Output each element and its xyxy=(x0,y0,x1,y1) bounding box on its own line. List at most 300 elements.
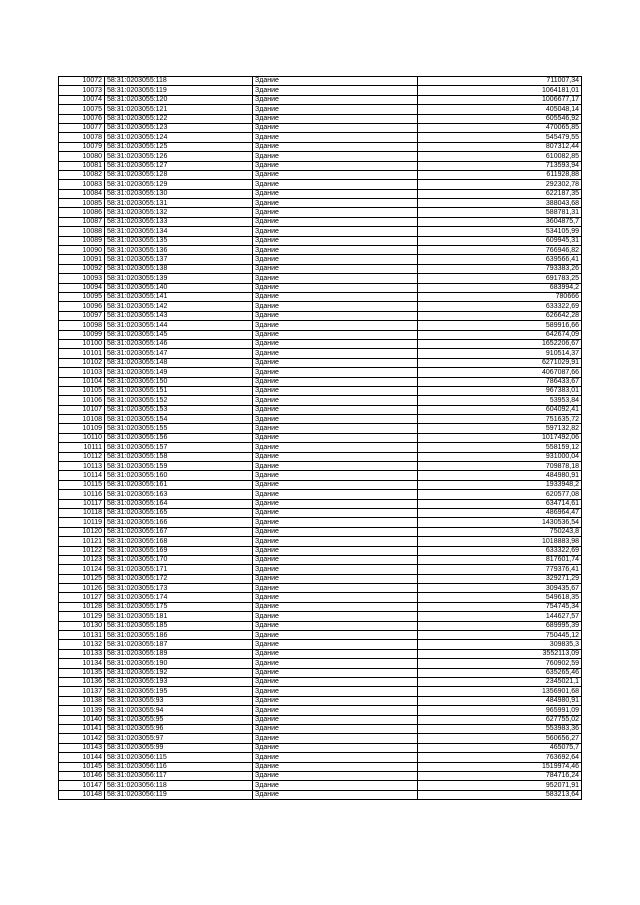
cadastral-number: 58:31:0203055:147 xyxy=(105,349,253,358)
row-number: 10115 xyxy=(59,480,105,489)
cadastral-number: 58:31:0203055:118 xyxy=(105,77,253,86)
cadastral-number: 58:31:0203055:122 xyxy=(105,114,253,123)
row-number: 10135 xyxy=(59,668,105,677)
cadastral-value: 4067087,66 xyxy=(418,368,582,377)
object-type: Здание xyxy=(253,386,418,395)
cadastral-value: 763692,64 xyxy=(418,753,582,762)
cadastral-number: 58:31:0203055:132 xyxy=(105,208,253,217)
table-row xyxy=(59,443,582,452)
object-type: Здание xyxy=(253,199,418,208)
cadastral-value: 1933948,2 xyxy=(418,480,582,489)
cadastral-value: 583213,64 xyxy=(418,790,582,799)
row-number: 10092 xyxy=(59,264,105,273)
table-row xyxy=(59,321,582,330)
cadastral-number: 58:31:0203055:150 xyxy=(105,377,253,386)
cadastral-value: 635265,46 xyxy=(418,668,582,677)
cadastral-number: 58:31:0203055:128 xyxy=(105,170,253,179)
cadastral-value: 611928,88 xyxy=(418,170,582,179)
cadastral-number: 58:31:0203055:134 xyxy=(105,227,253,236)
cadastral-value: 53953,84 xyxy=(418,396,582,405)
cadastral-number: 58:31:0203055:125 xyxy=(105,142,253,151)
object-type: Здание xyxy=(253,133,418,142)
row-number: 10129 xyxy=(59,612,105,621)
object-type: Здание xyxy=(253,283,418,292)
cadastral-value: 779376,41 xyxy=(418,565,582,574)
row-number: 10089 xyxy=(59,236,105,245)
row-number: 10128 xyxy=(59,602,105,611)
cadastral-value: 605546,92 xyxy=(418,114,582,123)
object-type: Здание xyxy=(253,227,418,236)
object-type: Здание xyxy=(253,602,418,611)
cadastral-value: 549618,35 xyxy=(418,593,582,602)
cadastral-number: 58:31:0203056:116 xyxy=(105,762,253,771)
table-row xyxy=(59,462,582,471)
object-type: Здание xyxy=(253,142,418,151)
object-type: Здание xyxy=(253,86,418,95)
row-number: 10140 xyxy=(59,715,105,724)
object-type: Здание xyxy=(253,518,418,527)
row-number: 10113 xyxy=(59,462,105,471)
cadastral-number: 58:31:0203055:93 xyxy=(105,696,253,705)
table-row xyxy=(59,433,582,442)
cadastral-value: 3552113,09 xyxy=(418,649,582,658)
cadastral-value: 1018883,98 xyxy=(418,537,582,546)
cadastral-number: 58:31:0203055:95 xyxy=(105,715,253,724)
object-type: Здание xyxy=(253,396,418,405)
object-type: Здание xyxy=(253,696,418,705)
table-row xyxy=(59,706,582,715)
cadastral-value: 309435,67 xyxy=(418,584,582,593)
table-row xyxy=(59,452,582,461)
cadastral-number: 58:31:0203055:158 xyxy=(105,452,253,461)
object-type: Здание xyxy=(253,405,418,414)
row-number: 10072 xyxy=(59,77,105,86)
object-type: Здание xyxy=(253,621,418,630)
object-type: Здание xyxy=(253,77,418,86)
cadastral-value: 967383,01 xyxy=(418,386,582,395)
object-type: Здание xyxy=(253,264,418,273)
table-row xyxy=(59,696,582,705)
cadastral-value: 766946,82 xyxy=(418,246,582,255)
table-row xyxy=(59,527,582,536)
table-row xyxy=(59,790,582,799)
row-number: 10132 xyxy=(59,640,105,649)
table-row xyxy=(59,715,582,724)
object-type: Здание xyxy=(253,715,418,724)
cadastral-number: 58:31:0203055:130 xyxy=(105,189,253,198)
cadastral-value: 626642,28 xyxy=(418,311,582,320)
cadastral-number: 58:31:0203055:156 xyxy=(105,433,253,442)
object-type: Здание xyxy=(253,499,418,508)
object-type: Здание xyxy=(253,161,418,170)
row-number: 10093 xyxy=(59,274,105,283)
cadastral-number: 58:31:0203055:187 xyxy=(105,640,253,649)
cadastral-value: 689995,39 xyxy=(418,621,582,630)
cadastral-number: 58:31:0203055:143 xyxy=(105,311,253,320)
row-number: 10148 xyxy=(59,790,105,799)
cadastral-number: 58:31:0203056:115 xyxy=(105,753,253,762)
cadastral-value: 1652206,67 xyxy=(418,339,582,348)
row-number: 10096 xyxy=(59,302,105,311)
cadastral-number: 58:31:0203055:148 xyxy=(105,358,253,367)
cadastral-number: 58:31:0203055:97 xyxy=(105,734,253,743)
row-number: 10087 xyxy=(59,217,105,226)
object-type: Здание xyxy=(253,170,418,179)
row-number: 10078 xyxy=(59,133,105,142)
row-number: 10108 xyxy=(59,415,105,424)
cadastral-value: 713593,94 xyxy=(418,161,582,170)
object-type: Здание xyxy=(253,246,418,255)
cadastral-number: 58:31:0203055:195 xyxy=(105,687,253,696)
object-type: Здание xyxy=(253,706,418,715)
table-row xyxy=(59,311,582,320)
object-type: Здание xyxy=(253,377,418,386)
table-row xyxy=(59,77,582,86)
cadastral-number: 58:31:0203055:192 xyxy=(105,668,253,677)
object-type: Здание xyxy=(253,208,418,217)
row-number: 10144 xyxy=(59,753,105,762)
object-type: Здание xyxy=(253,565,418,574)
cadastral-value: 751635,72 xyxy=(418,415,582,424)
table-row xyxy=(59,123,582,132)
data-table xyxy=(58,76,582,800)
row-number: 10145 xyxy=(59,762,105,771)
cadastral-number: 58:31:0203055:163 xyxy=(105,490,253,499)
cadastral-value: 610082,85 xyxy=(418,152,582,161)
cadastral-value: 793383,26 xyxy=(418,264,582,273)
object-type: Здание xyxy=(253,321,418,330)
table-row xyxy=(59,743,582,752)
object-type: Здание xyxy=(253,433,418,442)
row-number: 10110 xyxy=(59,433,105,442)
table-row xyxy=(59,555,582,564)
object-type: Здание xyxy=(253,452,418,461)
table-row xyxy=(59,264,582,273)
cadastral-number: 58:31:0203055:135 xyxy=(105,236,253,245)
table-row xyxy=(59,217,582,226)
table-row xyxy=(59,152,582,161)
row-number: 10090 xyxy=(59,246,105,255)
table-row xyxy=(59,415,582,424)
cadastral-number: 58:31:0203055:146 xyxy=(105,339,253,348)
object-type: Здание xyxy=(253,274,418,283)
table-row xyxy=(59,236,582,245)
table-row xyxy=(59,781,582,790)
table-row xyxy=(59,546,582,555)
cadastral-value: 597132,82 xyxy=(418,424,582,433)
cadastral-number: 58:31:0203055:144 xyxy=(105,321,253,330)
object-type: Здание xyxy=(253,724,418,733)
cadastral-number: 58:31:0203055:193 xyxy=(105,678,253,687)
table-row xyxy=(59,170,582,179)
cadastral-value: 620577,08 xyxy=(418,490,582,499)
table-row xyxy=(59,302,582,311)
table-row xyxy=(59,377,582,386)
table-row xyxy=(59,161,582,170)
cadastral-number: 58:31:0203056:118 xyxy=(105,781,253,790)
row-number: 10138 xyxy=(59,696,105,705)
table-row xyxy=(59,471,582,480)
cadastral-number: 58:31:0203055:119 xyxy=(105,86,253,95)
object-type: Здание xyxy=(253,537,418,546)
cadastral-value: 558159,12 xyxy=(418,443,582,452)
cadastral-value: 553983,36 xyxy=(418,724,582,733)
row-number: 10100 xyxy=(59,339,105,348)
table-row xyxy=(59,565,582,574)
object-type: Здание xyxy=(253,678,418,687)
object-type: Здание xyxy=(253,753,418,762)
cadastral-number: 58:31:0203055:99 xyxy=(105,743,253,752)
object-type: Здание xyxy=(253,781,418,790)
object-type: Здание xyxy=(253,574,418,583)
row-number: 10099 xyxy=(59,330,105,339)
table-row xyxy=(59,105,582,114)
row-number: 10122 xyxy=(59,546,105,555)
cadastral-value: 309835,3 xyxy=(418,640,582,649)
cadastral-number: 58:31:0203055:166 xyxy=(105,518,253,527)
row-number: 10119 xyxy=(59,518,105,527)
table-row xyxy=(59,668,582,677)
cadastral-number: 58:31:0203055:161 xyxy=(105,480,253,489)
cadastral-number: 58:31:0203055:167 xyxy=(105,527,253,536)
object-type: Здание xyxy=(253,255,418,264)
cadastral-value: 292302,78 xyxy=(418,180,582,189)
table-row xyxy=(59,424,582,433)
table-row xyxy=(59,292,582,301)
object-type: Здание xyxy=(253,123,418,132)
table-row xyxy=(59,724,582,733)
object-type: Здание xyxy=(253,358,418,367)
object-type: Здание xyxy=(253,189,418,198)
cadastral-value: 545479,55 xyxy=(418,133,582,142)
row-number: 10085 xyxy=(59,199,105,208)
cadastral-number: 58:31:0203055:129 xyxy=(105,180,253,189)
table-row xyxy=(59,283,582,292)
object-type: Здание xyxy=(253,508,418,517)
row-number: 10086 xyxy=(59,208,105,217)
table-row xyxy=(59,508,582,517)
table-row xyxy=(59,659,582,668)
object-type: Здание xyxy=(253,668,418,677)
row-number: 10143 xyxy=(59,743,105,752)
row-number: 10107 xyxy=(59,405,105,414)
table-row xyxy=(59,349,582,358)
object-type: Здание xyxy=(253,95,418,104)
table-row xyxy=(59,396,582,405)
table-row xyxy=(59,199,582,208)
row-number: 10083 xyxy=(59,180,105,189)
object-type: Здание xyxy=(253,612,418,621)
cadastral-number: 58:31:0203055:127 xyxy=(105,161,253,170)
row-number: 10095 xyxy=(59,292,105,301)
cadastral-value: 144627,57 xyxy=(418,612,582,621)
cadastral-number: 58:31:0203055:174 xyxy=(105,593,253,602)
cadastral-number: 58:31:0203055:185 xyxy=(105,621,253,630)
cadastral-number: 58:31:0203055:160 xyxy=(105,471,253,480)
cadastral-value: 1064181,01 xyxy=(418,86,582,95)
table-row xyxy=(59,490,582,499)
table-row xyxy=(59,274,582,283)
cadastral-value: 965991,09 xyxy=(418,706,582,715)
object-type: Здание xyxy=(253,236,418,245)
object-type: Здание xyxy=(253,649,418,658)
row-number: 10080 xyxy=(59,152,105,161)
object-type: Здание xyxy=(253,480,418,489)
cadastral-value: 817601,74 xyxy=(418,555,582,564)
cadastral-value: 484980,91 xyxy=(418,696,582,705)
table-row xyxy=(59,649,582,658)
cadastral-value: 786433,67 xyxy=(418,377,582,386)
cadastral-number: 58:31:0203055:186 xyxy=(105,631,253,640)
cadastral-number: 58:31:0203055:121 xyxy=(105,105,253,114)
cadastral-value: 405048,14 xyxy=(418,105,582,114)
row-number: 10116 xyxy=(59,490,105,499)
row-number: 10098 xyxy=(59,321,105,330)
table-row xyxy=(59,208,582,217)
object-type: Здание xyxy=(253,424,418,433)
row-number: 10081 xyxy=(59,161,105,170)
row-number: 10131 xyxy=(59,631,105,640)
cadastral-number: 58:31:0203055:170 xyxy=(105,555,253,564)
cadastral-number: 58:31:0203055:145 xyxy=(105,330,253,339)
cadastral-number: 58:31:0203055:190 xyxy=(105,659,253,668)
table-row xyxy=(59,621,582,630)
cadastral-number: 58:31:0203056:117 xyxy=(105,771,253,780)
table-row xyxy=(59,386,582,395)
table-row xyxy=(59,762,582,771)
cadastral-value: 604092,41 xyxy=(418,405,582,414)
cadastral-number: 58:31:0203055:157 xyxy=(105,443,253,452)
cadastral-value: 910514,37 xyxy=(418,349,582,358)
cadastral-value: 760902,59 xyxy=(418,659,582,668)
cadastral-number: 58:31:0203055:94 xyxy=(105,706,253,715)
table-row xyxy=(59,584,582,593)
object-type: Здание xyxy=(253,734,418,743)
table-row xyxy=(59,771,582,780)
object-type: Здание xyxy=(253,471,418,480)
cadastral-number: 58:31:0203055:136 xyxy=(105,246,253,255)
row-number: 10077 xyxy=(59,123,105,132)
row-number: 10111 xyxy=(59,443,105,452)
row-number: 10117 xyxy=(59,499,105,508)
cadastral-number: 58:31:0203055:96 xyxy=(105,724,253,733)
object-type: Здание xyxy=(253,339,418,348)
table-row xyxy=(59,246,582,255)
table-row xyxy=(59,518,582,527)
table-body xyxy=(59,77,582,800)
row-number: 10094 xyxy=(59,283,105,292)
object-type: Здание xyxy=(253,330,418,339)
cadastral-number: 58:31:0203055:149 xyxy=(105,368,253,377)
row-number: 10146 xyxy=(59,771,105,780)
row-number: 10102 xyxy=(59,358,105,367)
cadastral-value: 484980,91 xyxy=(418,471,582,480)
cadastral-value: 691783,25 xyxy=(418,274,582,283)
row-number: 10130 xyxy=(59,621,105,630)
object-type: Здание xyxy=(253,790,418,799)
cadastral-value: 633322,69 xyxy=(418,302,582,311)
row-number: 10136 xyxy=(59,678,105,687)
cadastral-number: 58:31:0203055:169 xyxy=(105,546,253,555)
cadastral-value: 609945,31 xyxy=(418,236,582,245)
table-row xyxy=(59,227,582,236)
cadastral-value: 952071,91 xyxy=(418,781,582,790)
cadastral-value: 622187,35 xyxy=(418,189,582,198)
cadastral-value: 470065,85 xyxy=(418,123,582,132)
object-type: Здание xyxy=(253,771,418,780)
row-number: 10114 xyxy=(59,471,105,480)
table-row xyxy=(59,114,582,123)
row-number: 10137 xyxy=(59,687,105,696)
cadastral-value: 639566,41 xyxy=(418,255,582,264)
row-number: 10120 xyxy=(59,527,105,536)
row-number: 10088 xyxy=(59,227,105,236)
cadastral-value: 588781,31 xyxy=(418,208,582,217)
object-type: Здание xyxy=(253,631,418,640)
cadastral-number: 58:31:0203055:137 xyxy=(105,255,253,264)
cadastral-value: 642674,09 xyxy=(418,330,582,339)
table-row xyxy=(59,734,582,743)
table-row xyxy=(59,368,582,377)
cadastral-value: 560656,27 xyxy=(418,734,582,743)
row-number: 10091 xyxy=(59,255,105,264)
row-number: 10076 xyxy=(59,114,105,123)
cadastral-value: 750445,12 xyxy=(418,631,582,640)
table-row xyxy=(59,133,582,142)
table-row xyxy=(59,255,582,264)
cadastral-number: 58:31:0203055:153 xyxy=(105,405,253,414)
cadastral-value: 633322,69 xyxy=(418,546,582,555)
cadastral-value: 329271,29 xyxy=(418,574,582,583)
row-number: 10124 xyxy=(59,565,105,574)
cadastral-value: 388043,68 xyxy=(418,199,582,208)
cadastral-number: 58:31:0203055:159 xyxy=(105,462,253,471)
cadastral-value: 2345021,1 xyxy=(418,678,582,687)
object-type: Здание xyxy=(253,490,418,499)
cadastral-value: 754745,34 xyxy=(418,602,582,611)
cadastral-number: 58:31:0203055:139 xyxy=(105,274,253,283)
object-type: Здание xyxy=(253,152,418,161)
row-number: 10082 xyxy=(59,170,105,179)
cadastral-value: 465075,7 xyxy=(418,743,582,752)
cadastral-number: 58:31:0203055:133 xyxy=(105,217,253,226)
cadastral-number: 58:31:0203055:142 xyxy=(105,302,253,311)
cadastral-value: 1430536,54 xyxy=(418,518,582,527)
row-number: 10074 xyxy=(59,95,105,104)
cadastral-value: 1356901,68 xyxy=(418,687,582,696)
row-number: 10142 xyxy=(59,734,105,743)
object-type: Здание xyxy=(253,659,418,668)
cadastral-number: 58:31:0203055:172 xyxy=(105,574,253,583)
cadastral-value: 3604875,7 xyxy=(418,217,582,226)
row-number: 10139 xyxy=(59,706,105,715)
cadastral-number: 58:31:0203055:138 xyxy=(105,264,253,273)
table-row xyxy=(59,499,582,508)
row-number: 10126 xyxy=(59,584,105,593)
row-number: 10101 xyxy=(59,349,105,358)
cadastral-value: 780666 xyxy=(418,292,582,301)
cadastral-number: 58:31:0203055:141 xyxy=(105,292,253,301)
cadastral-number: 58:31:0203056:119 xyxy=(105,790,253,799)
cadastral-number: 58:31:0203055:152 xyxy=(105,396,253,405)
cadastral-number: 58:31:0203055:131 xyxy=(105,199,253,208)
object-type: Здание xyxy=(253,593,418,602)
row-number: 10118 xyxy=(59,508,105,517)
table-row xyxy=(59,405,582,414)
cadastral-number: 58:31:0203055:164 xyxy=(105,499,253,508)
table-row xyxy=(59,189,582,198)
table-row xyxy=(59,180,582,189)
